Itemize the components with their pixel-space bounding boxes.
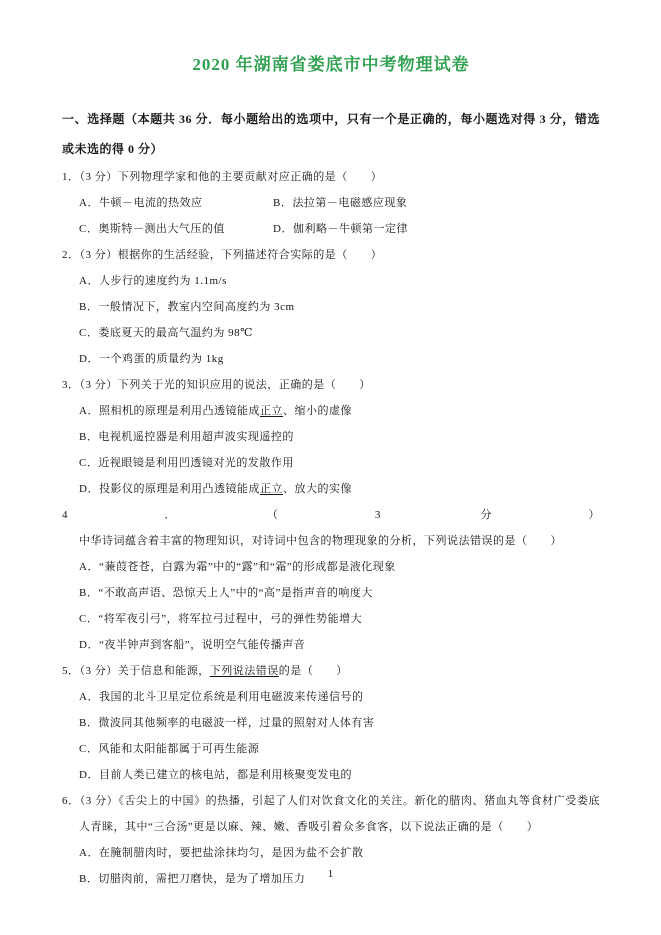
question-stem: 1．（3 分）下列物理学家和他的主要贡献对应正确的是（ ） (62, 171, 383, 183)
question-stem: 5．（3 分）关于信息和能源，下列说法错误的是（ ） (62, 665, 348, 677)
option-A: A．人步行的速度约为 1.1m/s (79, 275, 227, 287)
options (62, 398, 600, 502)
section-header: 一、选择题（本题共 36 分．每小题给出的选项中，只有一个是正确的，每小题选对得 3 分，错选或未选的得 0 分） (62, 112, 600, 156)
option-D: D．“夜半钟声到客船”，说明空气能传播声音 (79, 639, 306, 651)
option-B: B．微波同其他频率的电磁波一样，过量的照射对人体有害 (79, 717, 375, 729)
option-C: C．“将军夜引弓”，将军拉弓过程中，弓的弹性势能增大 (79, 613, 363, 625)
question-2 (62, 242, 600, 372)
option-C: C．风能和太阳能都属于可再生能源 (79, 743, 260, 755)
question-stem: 2．（3 分）根据你的生活经验，下列描述符合实际的是（ ） (62, 249, 383, 261)
option-C: C．奥斯特－测出大气压的值 (79, 223, 225, 235)
underlined-text: 正立 (259, 405, 283, 417)
option-B: B．“不敢高声语、恐惊天上人”中的“高”是指声音的响度大 (79, 587, 373, 599)
option-A: A．牛顿－电流的热效应 (79, 197, 203, 209)
option-C: C．娄底夏天的最高气温约为 98℃ (79, 327, 253, 339)
page-title: 2020 年湖南省娄底市中考物理试卷 (192, 55, 470, 74)
question-5 (62, 658, 600, 788)
option-D: D．伽利略－牛顿第一定律 (273, 223, 408, 235)
option-B: B．法拉第－电磁感应现象 (273, 197, 408, 209)
option-A: A．“蒹葭苍苍，白露为霜”中的“露”和“霜”的形成都是液化现象 (79, 561, 396, 573)
question-stem: 4．（3 分）中华诗词蕴含着丰富的物理知识，对诗词中包含的物理现象的分析，下列说法错误的是（ ） (62, 509, 600, 547)
options (62, 554, 600, 658)
option-A: A．在腌制腊肉时，要把盐涂抹均匀，是因为盐不会扩散 (79, 847, 364, 859)
question-1 (62, 164, 600, 242)
underlined-text: 下列说法错误 (209, 665, 279, 677)
option-A: A．照相机的原理是利用凸透镜能成正立、缩小的虚像 (79, 405, 352, 417)
option-B: B．电视机遥控器是利用超声波实现遥控的 (79, 431, 294, 443)
option-D: D．一个鸡蛋的质量约为 1kg (79, 353, 224, 365)
page-number: 1 (327, 868, 334, 880)
options (62, 268, 600, 372)
options (62, 190, 600, 242)
option-D: D．目前人类已建立的核电站，都是利用核聚变发电的 (79, 769, 352, 781)
option-B: B．一般情况下，教室内空间高度约为 3cm (79, 301, 295, 313)
questions-list (62, 164, 600, 892)
option-A: A．我国的北斗卫星定位系统是利用电磁波来传递信号的 (79, 691, 364, 703)
question-stem: 3．（3 分）下列关于光的知识应用的说法，正确的是（ ） (62, 379, 371, 391)
option-D: D．投影仪的原理是利用凸透镜能成正立、放大的实像 (79, 483, 352, 495)
option-B: B．切腊肉前，需把刀磨快，是为了增加压力 (79, 873, 306, 885)
question-4 (62, 502, 600, 658)
option-C: C．近视眼镜是利用凹透镜对光的发散作用 (79, 457, 294, 469)
question-stem: 6．（3 分）《舌尖上的中国》的热播，引起了人们对饮食文化的关注。新化的腊肉、猪血丸等食材广受娄底人青睐，其中“三合汤”更是以麻、辣、嫩、香吸引着众多食客，以下说法正确的是（ ） (62, 795, 600, 833)
options (62, 684, 600, 788)
question-3 (62, 372, 600, 502)
underlined-text: 正立 (259, 483, 283, 495)
